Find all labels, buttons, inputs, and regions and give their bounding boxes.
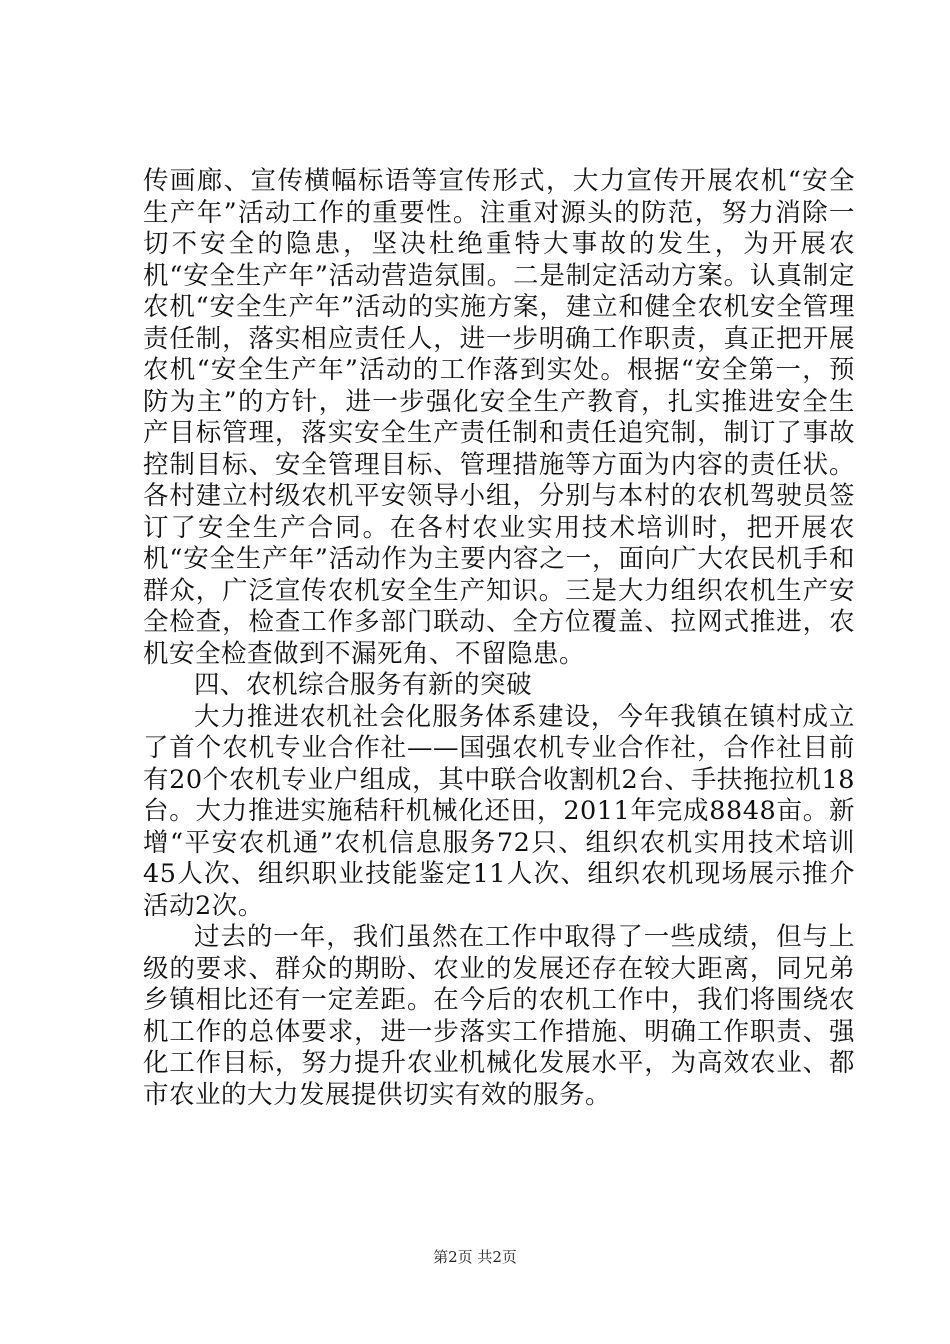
page-number-footer: 第2页 共2页 <box>433 1248 517 1266</box>
paragraph-continuation: 传画廊、宣传横幅标语等宣传形式，大力宣传开展农机“安全生产年”活动工作的重要性。注重对源头的防范，努力消除一切不安全的隐患，坚决杜绝重特大事故的发生，为开展农机“安全生产年”活动营造氛围。二是制定活动方案。认真制定农机“安全生产年”活动的实施方案，建立和健全农机安全管理责任制，落实相应责任人，进一步明确工作职责，真正把开展农机“安全生产年”活动的工作落到实处。根据“安全第一，预防为主”的方针，进一步强化安全生产教育，扎实推进安全生产目标管理，落实安全生产责任制和责任追究制，制订了事故控制目标、安全管理目标、管理措施等方面为内容的责任状。各村建立村级农机平安领导小组，分别与本村的农机驾驶员签订了安全生产合同。在各村农业实用技术培训时，把开展农机“安全生产年”活动作为主要内容之一，面向广大农民机手和群众，广泛宣传农机安全生产知识。三是大力组织农机生产安全检查，检查工作多部门联动、全方位覆盖、拉网式推进，农机安全检查做到不漏死角、不留隐患。 <box>143 166 855 669</box>
section-heading: 四、农机综合服务有新的突破 <box>194 670 533 700</box>
paragraph: 大力推进农机社会化服务体系建设，今年我镇在镇村成立了首个农机专业合作社——国强农机专业合作社，合作社目前有20个农机专业户组成，其中联合收割机2台、手扶拖拉机18台。大力推进实施秸秆机械化还田，2011年完成8848亩。新增“平安农机通”农机信息服务72只、组织农机实用技术培训45人次、组织职业技能鉴定11人次、组织农机现场展示推介活动2次。 <box>143 701 855 921</box>
paragraph: 过去的一年，我们虽然在工作中取得了一些成绩，但与上级的要求、群众的期盼、农业的发展还存在较大距离，同兄弟乡镇相比还有一定差距。在今后的农机工作中，我们将围绕农机工作的总体要求，进一步落实工作措施、明确工作职责、强化工作目标，努力提升农业机械化发展水平，为高效农业、都市农业的大力发展提供切实有效的服务。 <box>143 922 855 1110</box>
document-body <box>143 166 855 1111</box>
